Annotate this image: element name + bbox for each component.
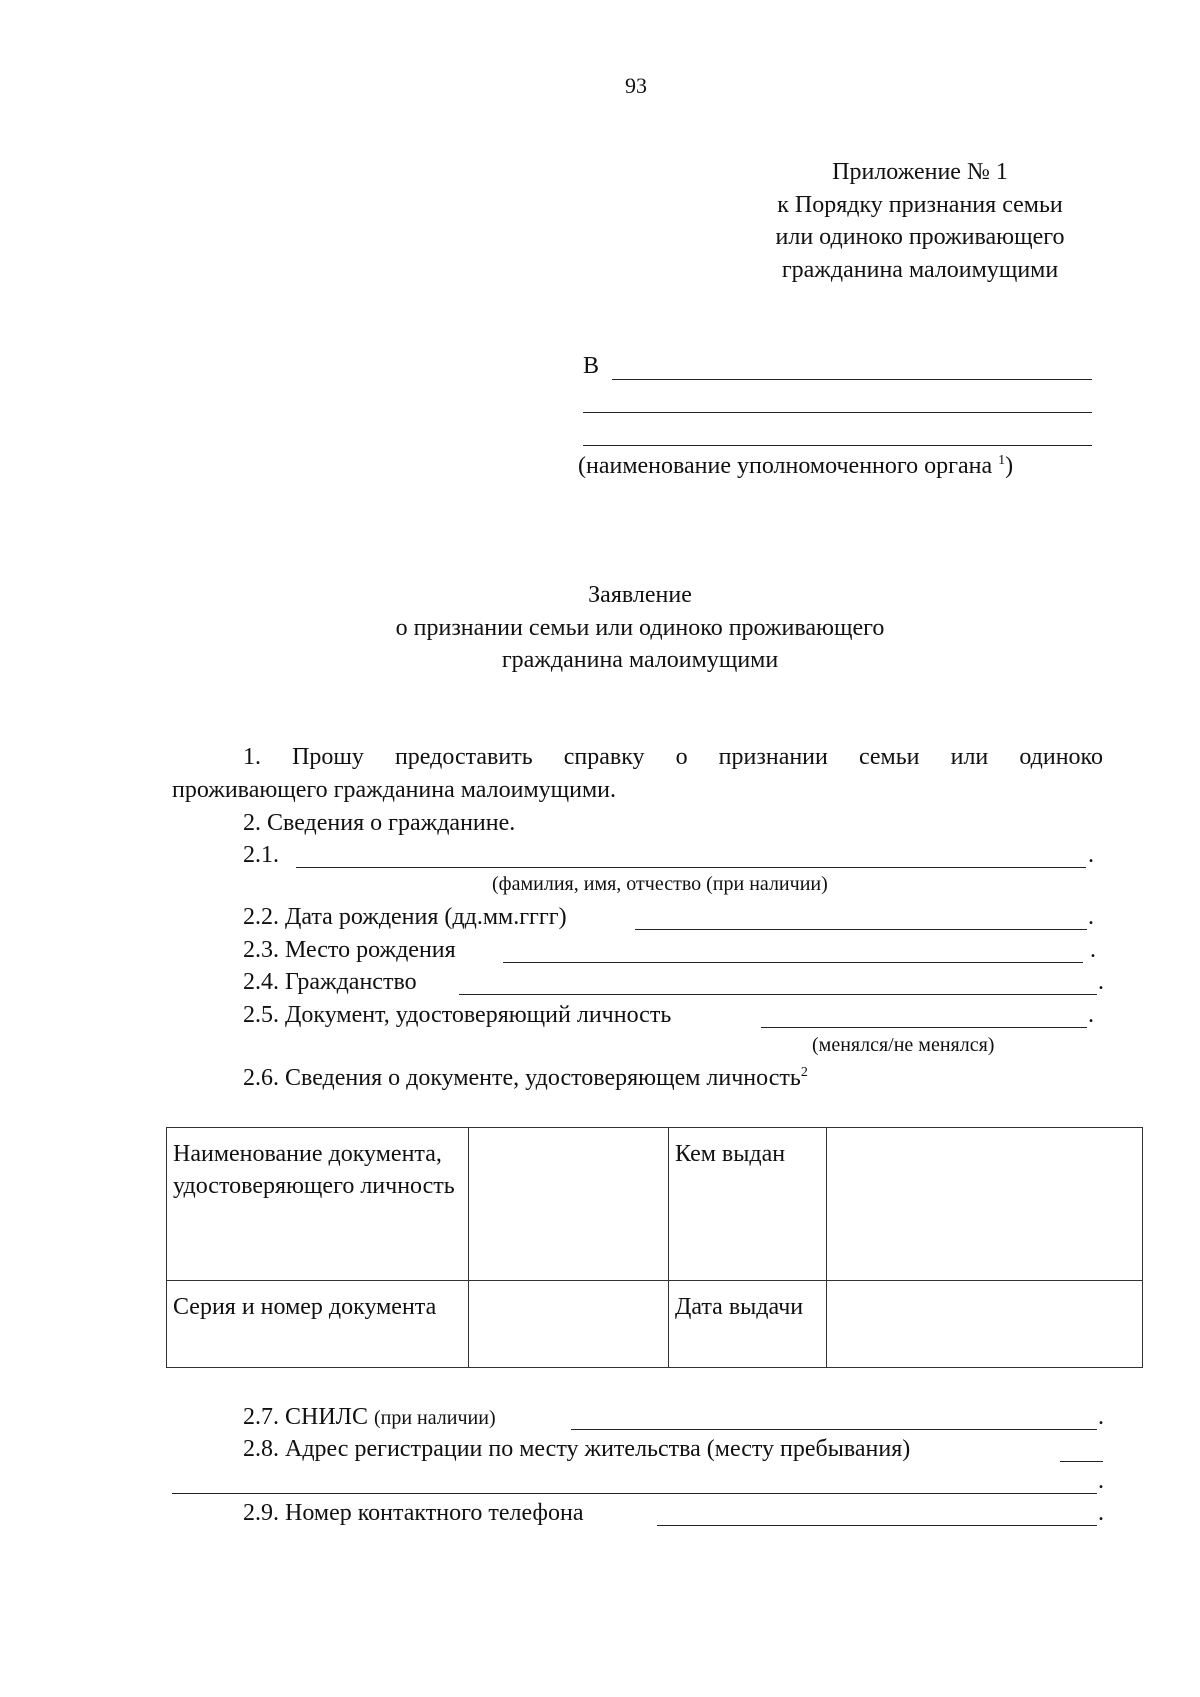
table-row [167,1281,1143,1368]
document-name-label: Наименование документа, удостоверяющего личность [167,1128,469,1281]
address-field-line-1[interactable] [1060,1461,1103,1462]
address-field-line-2[interactable] [172,1493,1097,1494]
issued-by-label: Кем выдан [669,1128,827,1281]
appendix-line-2: к Порядку признания семьи [777,192,1063,218]
item-2-5-period: . [1088,1002,1094,1028]
item-1-line-1: 1. Прошу предоставить справку о признании семьи или одиноко [243,744,1103,770]
series-number-label: Серия и номер документа [167,1281,469,1368]
footnote-1: 1 [998,453,1006,468]
item-2-9-label: 2.9. Номер контактного телефона [243,1500,584,1526]
addressee-line-1[interactable] [612,379,1092,380]
snils-note: (при наличии) [373,1407,496,1429]
identity-document-caption: (менялся/не менялся) [812,1034,995,1056]
full-name-field[interactable] [296,867,1086,868]
identity-document-field[interactable] [761,1027,1087,1028]
document-title: Заявление [588,582,692,608]
item-2-6-label: 2.6. Сведения о документе, удостоверяющем личность$^2$ [243,1065,808,1091]
item-2-7-label: 2.7. СНИЛС (при наличии) [243,1404,496,1430]
item-2-5-label: 2.5. Документ, удостоверяющий личность [243,1002,672,1028]
document-name-cell[interactable] [469,1128,669,1281]
document-subtitle-1: о признании семьи или одиноко проживающего [395,615,885,641]
item-2-3-label: 2.3. Место рождения [243,937,456,963]
page-number: 93 [625,73,647,98]
item-2-3-period: . [1090,937,1096,963]
item-1-line-2: проживающего гражданина малоимущими. [172,777,617,803]
item-2-9-period: . [1098,1500,1104,1526]
addressee-prefix: В [583,353,600,379]
issue-date-cell[interactable] [827,1281,1143,1368]
item-2-1-label: 2.1. [243,842,279,868]
item-2-2-label: 2.2. Дата рождения (дд.мм.гггг) [243,904,567,930]
document-subtitle-2: гражданина малоимущими [501,647,779,673]
table-row [167,1128,1143,1281]
item-2-1-period: . [1088,842,1094,868]
item-2-4-label: 2.4. Гражданство [243,969,417,995]
appendix-line-4: гражданина малоимущими [781,257,1059,283]
issue-date-label: Дата выдачи [669,1281,827,1368]
appendix-line-1: Приложение № 1 [832,159,1008,185]
addressee-caption: (наименование уполномоченного органа $^1$) [578,453,1014,479]
series-number-cell[interactable] [469,1281,669,1368]
addressee-line-3[interactable] [583,445,1092,446]
footnote-2: 2 [800,1065,808,1080]
birth-date-field[interactable] [635,929,1087,930]
issued-by-cell[interactable] [827,1128,1143,1281]
item-2-7-period: . [1098,1404,1104,1430]
birth-place-field[interactable] [503,962,1083,963]
item-2-2-period: . [1088,904,1094,930]
item-2-4-period: . [1098,969,1104,995]
full-name-caption: (фамилия, имя, отчество (при наличии) [492,873,828,895]
appendix-line-3: или одиноко проживающего [775,224,1065,250]
phone-field[interactable] [657,1525,1097,1526]
item-2-8-period: . [1098,1468,1104,1494]
item-2-8-label: 2.8. Адрес регистрации по месту жительства (месту пребывания) [243,1436,911,1462]
identity-document-table [166,1127,1143,1368]
citizenship-field[interactable] [459,994,1097,995]
addressee-line-2[interactable] [583,412,1092,413]
snils-field[interactable] [571,1429,1097,1430]
item-2-heading: 2. Сведения о гражданине. [243,810,516,836]
